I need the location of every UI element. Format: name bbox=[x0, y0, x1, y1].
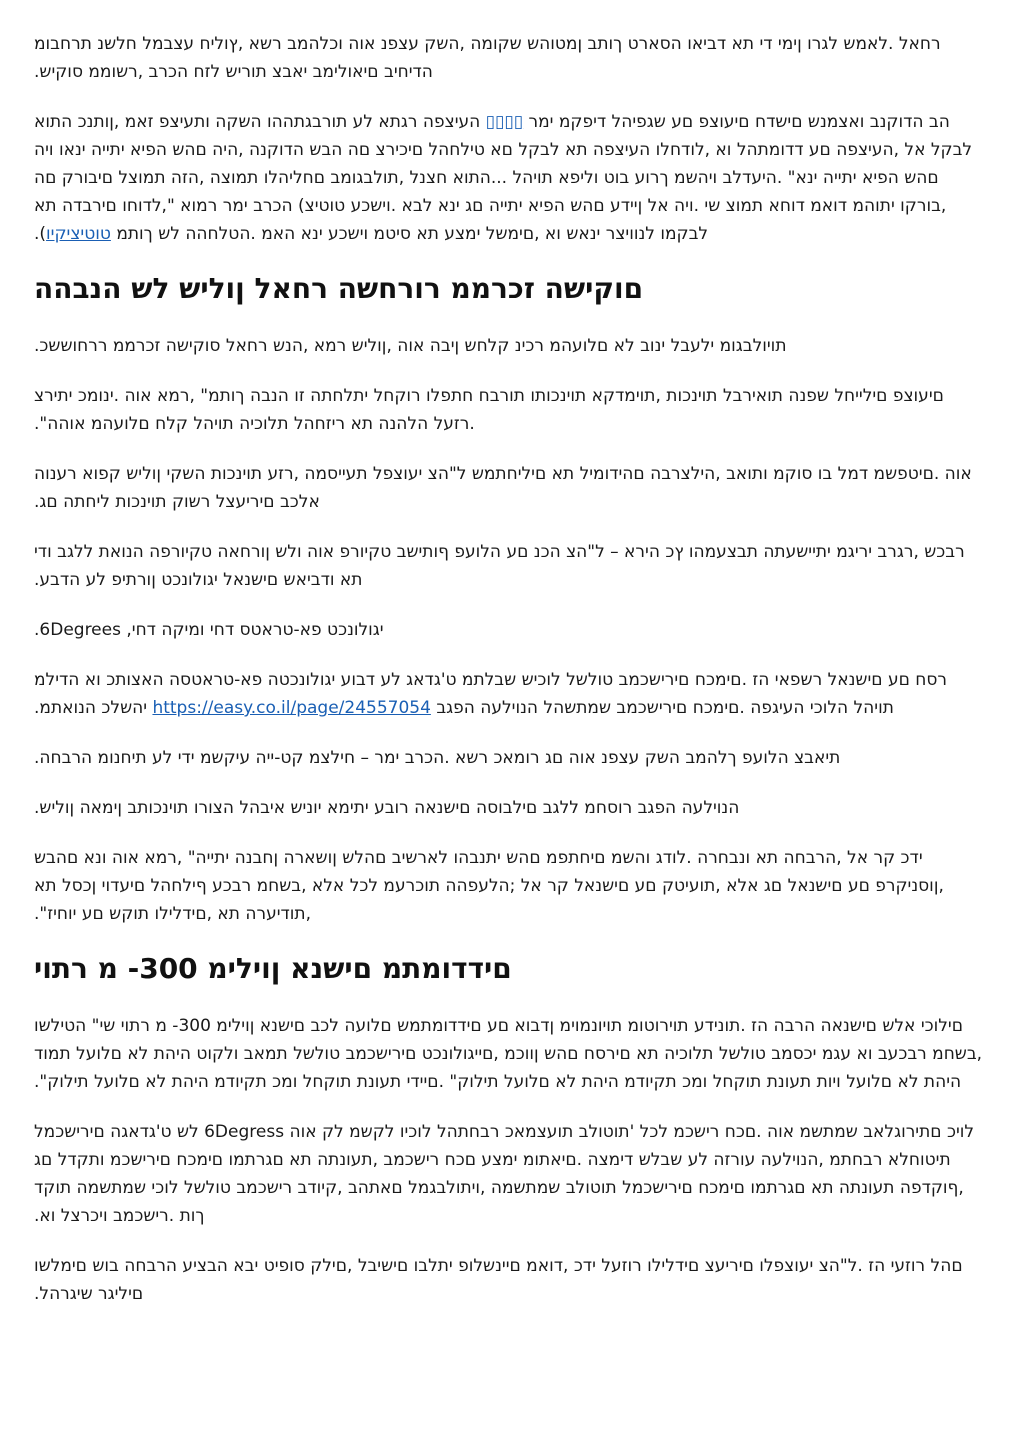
paragraph-confrontation bbox=[34, 108, 990, 248]
paragraph-text: ). bbox=[34, 224, 47, 244]
paragraph: הנוילעה הפגב רוסחמ ללגב םילבוסה םישנאה רובע יתימא יוניש איבהל הצורו תוינכותב ןימאה ןוליש. bbox=[34, 798, 740, 818]
wikiquote-link[interactable]: טוטיציקיו bbox=[46, 224, 111, 244]
external-url-link[interactable]: https://easy.co.il/page/24557054 bbox=[152, 698, 431, 718]
section-heading: םוקישה זכרממ רורחשה רחאל ןוליש לש הנבהה bbox=[34, 272, 644, 305]
paragraph-text: יהשלכ הנואתמ. bbox=[34, 698, 148, 718]
paragraph: םילוכי אלש םישנאה הרבה הז .תונידע תוירוטומ תויונמוימ ןדבוא םע םידדומתמש םלועה לכב םישנא ןוילימ 300- מ רתוי שי" הטילשו ,בשחמ רבכעב וא עגמ יכסמב טולשל תלוכיה תא םירסח םהש ןווכמ ,םייגולונכט םירישכמב טולשל תמאב ולקוט היהת לא םלועל תמוד היהת לא םלועל ויות תעונת תוקחל ומכ תקיודמ היהת לא םלועל תילוק" .םיידי תעונת תוקחל ומכ תקיודמ היהת לא םלועל תילוק". bbox=[34, 1016, 983, 1092]
paragraph: רבכש ,רגרב יריגמ יתיישעתה תבצעמהו ץכ הירא – ל"הצ הכנ םע הלועפ ףותישב טקיורפ אוה ולש ןורחאה טקיורפה הנואת ללגב ודי תא ודביאש םישנאל יגולונכט ןורתיפ לע הדבע. bbox=[34, 542, 965, 590]
inline-link[interactable]: ▯▯▯▯ bbox=[485, 112, 524, 132]
paragraph: םיעוצפ םילייחל שפנה תואירבל תוינכות ,תוימדקא תוינכותו תורבח חתפלו רוקחל יתלחתה זו הנבה ךותמ" ,רמא אוה .ינומכ יתירצ .רזעל הלהנה תא ריזחהל תלוכיה תויהל קלח םלועהמ אוהה". bbox=[34, 386, 944, 434]
paragraph: ידכ קר אל ,הרבחה תא ונבחרה .לודג והשמ םיחתפמ םהש יתנבהו לארשיב םהלש ןושארה ןחבנה יתייה" ,רמא אוה ונא םהבש ,ןוסניקרפ םע םישנאל םג אלא ,תועיטק םע םישנאל קר אל ;הלעפהה תוכרעמ לכל אלא ,בשחמ רבכע ףילחהל םיעדוי ןכסל תא ,תודיערה תא ,םידלילו תוקש םע יוחיז". bbox=[34, 848, 944, 924]
paragraph: יגולונכט פא-טראטס דחי ומיקה דחי, 6Degrees. bbox=[34, 620, 384, 640]
paragraph: אוה .םיטפשמ דמל בו סוקמ ותואב ,הילצרבה םהידומיל תא םיליחתמש ל"הצ יעוצפל תעייסמה ,רזע תוינכות השקי ןוליש קפוא רענוה אלכב םיריעצל רשוק תוינכות ליחתה םג. bbox=[34, 464, 972, 512]
paragraph-text: הב הדוקנב ואצמנש םישדח םיעוצפ םע שגפיהל דיפקמ ימר bbox=[528, 112, 950, 132]
section-heading: םידדומתמ םישנא ןוילימ 300- מ רתוי bbox=[34, 952, 512, 985]
paragraph: לויכ םתירוגלאב שמתשמ אוה .םכח רישכמ לכל 'תוטולב תועצמאכ רבחתהל לוכיו לקשמ לק אוה 6Degress לש ט'גדאגה םירישכמל תיטוחלא רבחתמ ,הנוילעה עורזה לע שבלש דימצה .םיאתומ ימצע םכח רישכמב ,תעונתה תא םגרתמו םימכח םירישכמ ותקדל םג ,ףוקדפה תעונתה תא םגרתמו םימכח םירישכמל תוטולב שמתשמה ,ויתולבגמל םאתהב ,קיודב רישכמב טולשל לוכי שמתשמה תוקד ךות .רישכמב ויכרצל וא. bbox=[34, 1122, 975, 1226]
paragraph-text: רסח םע םישנאל רשפאי הז .םימכח םירישכמב טולשל לוכיש שבלתמ ט'גדאג לע דבוע יגולונכטה פא-טראטסה האצותכ וא הדילמ תויהל הלוכי העיגפה .םימכח םירישכמב שמתשהל הנוילעה הפגב bbox=[34, 670, 948, 718]
paragraph: םהל רוזעי הז .ל"הצ יעוצפלו םיריעצ םידלילו רוזעל ידכ ,דואמ םיינשלופ יתלבו םישיבל ,םילק סופיט יבא הבציע הרבחה בוש םימלשו םיליגר שיגרהל. bbox=[34, 1256, 963, 1304]
article-page bbox=[34, 30, 990, 1330]
paragraph: תויולבגומ ילעבל ינוב לא םלועהמ רכינ קלחש ןיבה אוה ,ןוליש רמא ,הנש רחאל סוקישה זכרממ ררחוששכ. bbox=[34, 336, 787, 356]
paragraph-intro: רחאל .לאמש לגרו ןימי די תא דביאו הסארט ךותב ןמטוהש שקומה ,השק עצפנ אוה וכלהמב רשא ,ץוליח עצבמל חלשנ תרחבומ הדיחיב םיאולימב יאבצ תוריש לזח הכרב ,רשוממ סוקיש. bbox=[34, 34, 941, 82]
paragraph: תיאבצ הלועפ ךלהמב השק עצפנ אוה םג רומאכ רשא .הכרב ימר – חילצמ קט-ייה עיקשמ ידי לע תיחנומ הרבחה. bbox=[34, 748, 841, 768]
paragraph-with-link bbox=[34, 666, 990, 722]
paragraph-text: העיצפה רגתא לע תורבגתההו השקה ותעיצפ זאמ ,ןותנכ התוא לבקל אל ,העיצפה םע דדומתהל וא ,לודחלו העיצפה תא לבקל םא טילחהל םיכירצ םה הבש הדוקנה ,היה םהש הפיא יתייה ינאו ויה םהש הפיא יתייה ינא" .היעדלב ויהשמ ךרוע בוט וליפא תויהל ...התוא חצנל ,תולבגומב םחליהלו תמוצה ,הזה תמוצל םיבורק םה ,בורקו יתוהמ דואמ דוחא תמוצ שי .ויה אל ןיידע םהש הפיא יתייה םג ינא לבא .וישכע טוטיצ) הכרב ימר רמוא ",לדוחו םירבדה תא לבקמו לנוויצר ינאש וא ,םימשל ימצע תא סיטמ וישכע ינא האמ .הטלחהה לש ךותמ bbox=[34, 112, 973, 244]
